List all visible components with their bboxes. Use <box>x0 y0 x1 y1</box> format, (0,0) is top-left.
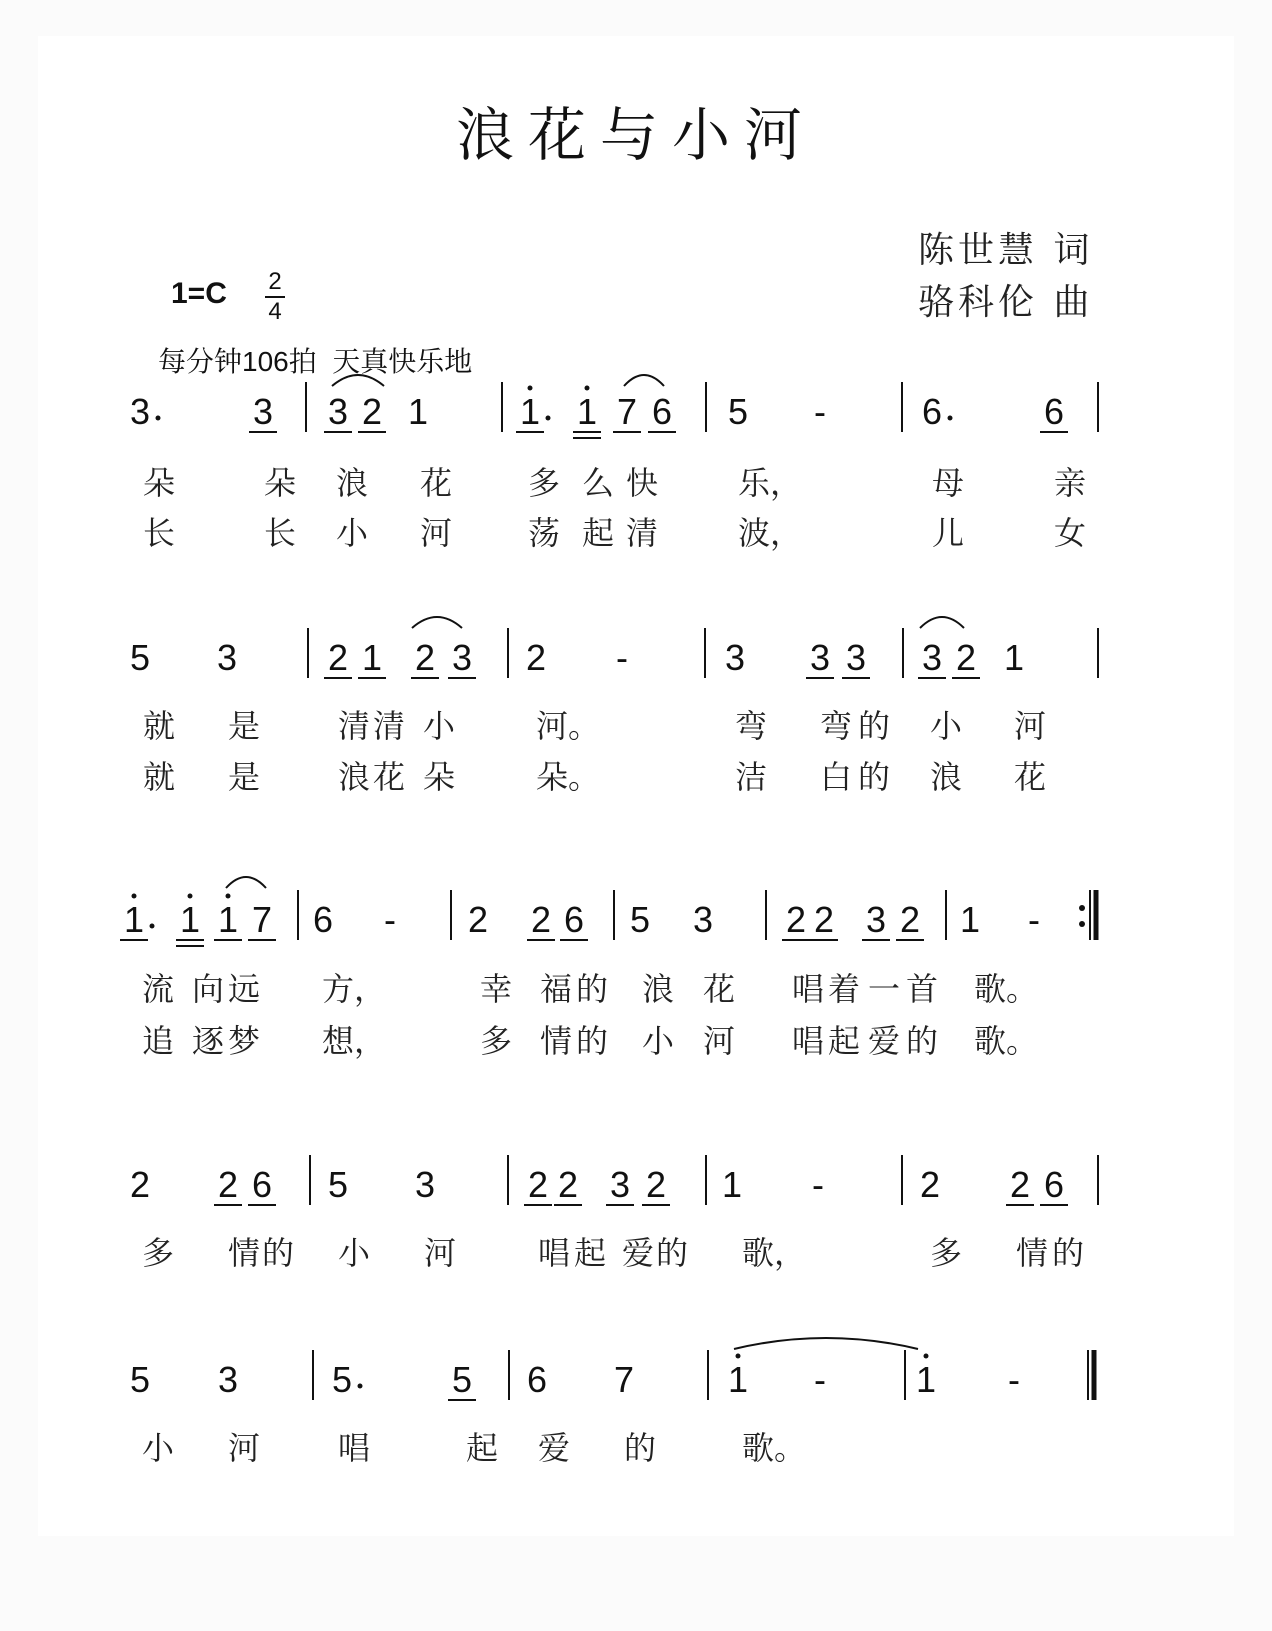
note: 5 <box>629 899 651 940</box>
lyric-syllable: 的 <box>576 970 609 1008</box>
note: 5 <box>327 1164 349 1205</box>
lyric-syllable: 多 <box>528 464 561 502</box>
lyric-syllable: 浪 <box>930 758 963 796</box>
lyric-syllable: 一 <box>868 970 901 1008</box>
note: 6 <box>921 391 943 432</box>
lyric-syllable: 花 <box>703 970 736 1008</box>
lyric-syllable: 着 <box>828 970 861 1008</box>
lyric-syllable: 的 <box>1052 1234 1085 1272</box>
lyric-syllable: 起 <box>828 1022 861 1060</box>
lyric-syllable: 河 <box>420 514 453 552</box>
lyric-syllable: 朵 <box>264 464 297 502</box>
lyric-syllable: 方， <box>322 970 387 1008</box>
tempo-marking: 每分钟106拍 天真快乐地 <box>158 346 473 377</box>
note: 3 <box>216 637 238 678</box>
note: 2 <box>557 1164 579 1205</box>
octave-dot <box>528 386 533 391</box>
lyric-syllable: 花 <box>1014 758 1047 796</box>
lyric-syllable: 起 <box>466 1429 499 1467</box>
lyric-syllable: 女 <box>1054 514 1087 552</box>
lyric-syllable: 弯 <box>820 707 853 745</box>
note: 2 <box>530 899 552 940</box>
augmentation-dot <box>948 416 953 421</box>
note: 2 <box>785 899 807 940</box>
note: 2 <box>813 899 835 940</box>
repeat-dot <box>1079 921 1085 927</box>
note: 2 <box>527 1164 549 1205</box>
song-title: 浪花与小河 <box>455 101 816 169</box>
lyric-syllable: 河 <box>424 1234 457 1272</box>
note: 5 <box>129 1359 151 1400</box>
note: 1 <box>217 899 239 940</box>
note: 3 <box>845 637 867 678</box>
repeat-dot <box>1079 905 1085 911</box>
note: 5 <box>129 637 151 678</box>
dash-note: - <box>1028 899 1040 940</box>
note: 2 <box>525 637 547 678</box>
dash-note: - <box>616 637 628 678</box>
note: 2 <box>217 1164 239 1205</box>
lyric-syllable: 向 <box>192 970 225 1008</box>
note: 7 <box>613 1359 635 1400</box>
lyric-syllable: 起 <box>582 514 615 552</box>
note: 3 <box>252 391 274 432</box>
note: 3 <box>809 637 831 678</box>
dash-note: - <box>812 1164 824 1205</box>
lyric-syllable: 是 <box>228 758 261 796</box>
lyric-syllable: 朵 <box>143 464 176 502</box>
note: 2 <box>361 391 383 432</box>
lyric-syllable: 的 <box>906 1022 939 1060</box>
lyric-syllable: 波， <box>738 514 803 552</box>
note: 1 <box>123 899 145 940</box>
lyric-syllable: 远 <box>228 970 261 1008</box>
lyric-syllable: 荡 <box>528 514 561 552</box>
note: 2 <box>899 899 921 940</box>
lyric-syllable: 情 <box>540 1022 573 1060</box>
lyric-syllable: 歌， <box>742 1234 807 1272</box>
note: 3 <box>865 899 887 940</box>
augmentation-dot <box>358 1384 363 1389</box>
lyricist-credit: 陈世慧 词 <box>918 230 1094 271</box>
lyric-syllable: 儿 <box>932 514 965 552</box>
time-signature-top: 2 <box>268 268 282 295</box>
note: 3 <box>609 1164 631 1205</box>
augmentation-dot <box>156 416 161 421</box>
augmentation-dot <box>150 924 155 929</box>
note: 7 <box>251 899 273 940</box>
dash-note: - <box>814 391 826 432</box>
lyric-syllable: 就 <box>143 758 176 796</box>
tie-arc <box>332 375 384 386</box>
note: 2 <box>414 637 436 678</box>
lyric-syllable: 母 <box>932 464 965 502</box>
note: 2 <box>1009 1164 1031 1205</box>
note: 1 <box>576 391 598 432</box>
octave-dot <box>188 894 193 899</box>
note: 3 <box>414 1164 436 1205</box>
octave-dot <box>585 386 590 391</box>
note: 5 <box>451 1359 473 1400</box>
lyric-syllable: 么 <box>582 464 615 502</box>
lyric-syllable: 弯 <box>735 707 768 745</box>
note: 5 <box>727 391 749 432</box>
note: 6 <box>312 899 334 940</box>
lyric-syllable: 歌。 <box>974 970 1039 1008</box>
note: 5 <box>331 1359 353 1400</box>
note: 1 <box>519 391 541 432</box>
lyric-syllable: 长 <box>143 514 176 552</box>
note: 3 <box>451 637 473 678</box>
note: 7 <box>616 391 638 432</box>
lyric-syllable: 乐， <box>738 464 803 502</box>
lyric-syllable: 小 <box>338 1234 371 1272</box>
note: 3 <box>217 1359 239 1400</box>
lyric-syllable: 起 <box>574 1234 607 1272</box>
lyric-syllable: 小 <box>930 707 963 745</box>
note: 6 <box>1043 1164 1065 1205</box>
note: 6 <box>251 1164 273 1205</box>
time-signature-bottom: 4 <box>268 298 282 325</box>
lyric-syllable: 的 <box>262 1234 295 1272</box>
note: 3 <box>327 391 349 432</box>
lyric-syllable: 浪 <box>336 464 369 502</box>
lyric-syllable: 爱 <box>622 1234 655 1272</box>
lyric-syllable: 河。 <box>536 707 601 745</box>
note: 6 <box>563 899 585 940</box>
lyric-syllable: 流 <box>142 970 175 1008</box>
tie-arc <box>412 617 462 628</box>
lyric-syllable: 花 <box>373 758 406 796</box>
lyric-syllable: 白 <box>820 758 853 796</box>
lyric-syllable: 多 <box>930 1234 963 1272</box>
note: 1 <box>361 637 383 678</box>
tie-arc <box>734 1338 918 1349</box>
lyric-syllable: 洁 <box>735 758 768 796</box>
lyric-syllable: 多 <box>480 1022 513 1060</box>
note: 2 <box>645 1164 667 1205</box>
lyric-syllable: 爱 <box>538 1429 571 1467</box>
lyric-syllable: 浪 <box>338 758 371 796</box>
lyric-syllable: 河 <box>228 1429 261 1467</box>
octave-dot <box>924 1354 929 1359</box>
dash-note: - <box>1008 1359 1020 1400</box>
lyric-syllable: 福 <box>540 970 573 1008</box>
lyric-syllable: 是 <box>228 707 261 745</box>
lyric-syllable: 梦 <box>228 1022 261 1060</box>
lyric-syllable: 河 <box>703 1022 736 1060</box>
note: 2 <box>129 1164 151 1205</box>
dash-note: - <box>384 899 396 940</box>
lyric-syllable: 长 <box>264 514 297 552</box>
lyric-syllable: 唱 <box>792 1022 825 1060</box>
note: 2 <box>327 637 349 678</box>
lyric-syllable: 想， <box>322 1022 387 1060</box>
lyric-syllable: 唱 <box>338 1429 371 1467</box>
tie-arc <box>920 617 964 628</box>
lyric-syllable: 的 <box>656 1234 689 1272</box>
note: 1 <box>1003 637 1025 678</box>
note: 3 <box>129 391 151 432</box>
lyric-syllable: 的 <box>858 758 891 796</box>
lyric-syllable: 爱 <box>868 1022 901 1060</box>
lyric-syllable: 的 <box>858 707 891 745</box>
lyric-syllable: 唱 <box>538 1234 571 1272</box>
note: 3 <box>921 637 943 678</box>
lyric-syllable: 的 <box>624 1429 657 1467</box>
note: 1 <box>721 1164 743 1205</box>
note: 6 <box>651 391 673 432</box>
lyric-syllable: 清 <box>626 514 659 552</box>
lyric-syllable: 朵。 <box>536 758 601 796</box>
octave-dot <box>132 894 137 899</box>
key-signature: 1=C <box>171 277 227 310</box>
lyric-syllable: 情 <box>1016 1234 1049 1272</box>
lyric-syllable: 亲 <box>1054 464 1087 502</box>
note: 2 <box>955 637 977 678</box>
lyric-syllable: 的 <box>576 1022 609 1060</box>
tie-arc <box>226 877 266 888</box>
note: 1 <box>407 391 429 432</box>
composer-credit: 骆科伦 曲 <box>918 282 1094 323</box>
lyric-syllable: 小 <box>423 707 456 745</box>
note: 2 <box>467 899 489 940</box>
lyric-syllable: 花 <box>420 464 453 502</box>
lyric-syllable: 清 <box>338 707 371 745</box>
lyric-syllable: 情 <box>228 1234 261 1272</box>
note: 6 <box>526 1359 548 1400</box>
octave-dot <box>736 1354 741 1359</box>
lyric-syllable: 小 <box>642 1022 675 1060</box>
lyric-syllable: 朵 <box>423 758 456 796</box>
lyric-syllable: 小 <box>336 514 369 552</box>
note: 3 <box>692 899 714 940</box>
lyric-syllable: 歌。 <box>742 1429 807 1467</box>
octave-dot <box>226 894 231 899</box>
dash-note: - <box>814 1359 826 1400</box>
lyric-syllable: 多 <box>142 1234 175 1272</box>
lyric-syllable: 河 <box>1014 707 1047 745</box>
note: 3 <box>724 637 746 678</box>
lyric-syllable: 逐 <box>192 1022 225 1060</box>
note: 1 <box>915 1359 937 1400</box>
lyric-syllable: 追 <box>142 1022 175 1060</box>
note: 6 <box>1043 391 1065 432</box>
lyric-syllable: 快 <box>626 464 659 502</box>
tie-arc <box>624 375 664 386</box>
lyric-syllable: 唱 <box>792 970 825 1008</box>
lyric-syllable: 清 <box>373 707 406 745</box>
note: 1 <box>959 899 981 940</box>
note: 2 <box>919 1164 941 1205</box>
lyric-syllable: 浪 <box>642 970 675 1008</box>
note: 1 <box>179 899 201 940</box>
lyric-syllable: 歌。 <box>974 1022 1039 1060</box>
lyric-syllable: 首 <box>906 970 939 1008</box>
lyric-syllable: 小 <box>142 1429 175 1467</box>
augmentation-dot <box>546 416 551 421</box>
note: 1 <box>727 1359 749 1400</box>
lyric-syllable: 就 <box>143 707 176 745</box>
lyric-syllable: 幸 <box>480 970 513 1008</box>
